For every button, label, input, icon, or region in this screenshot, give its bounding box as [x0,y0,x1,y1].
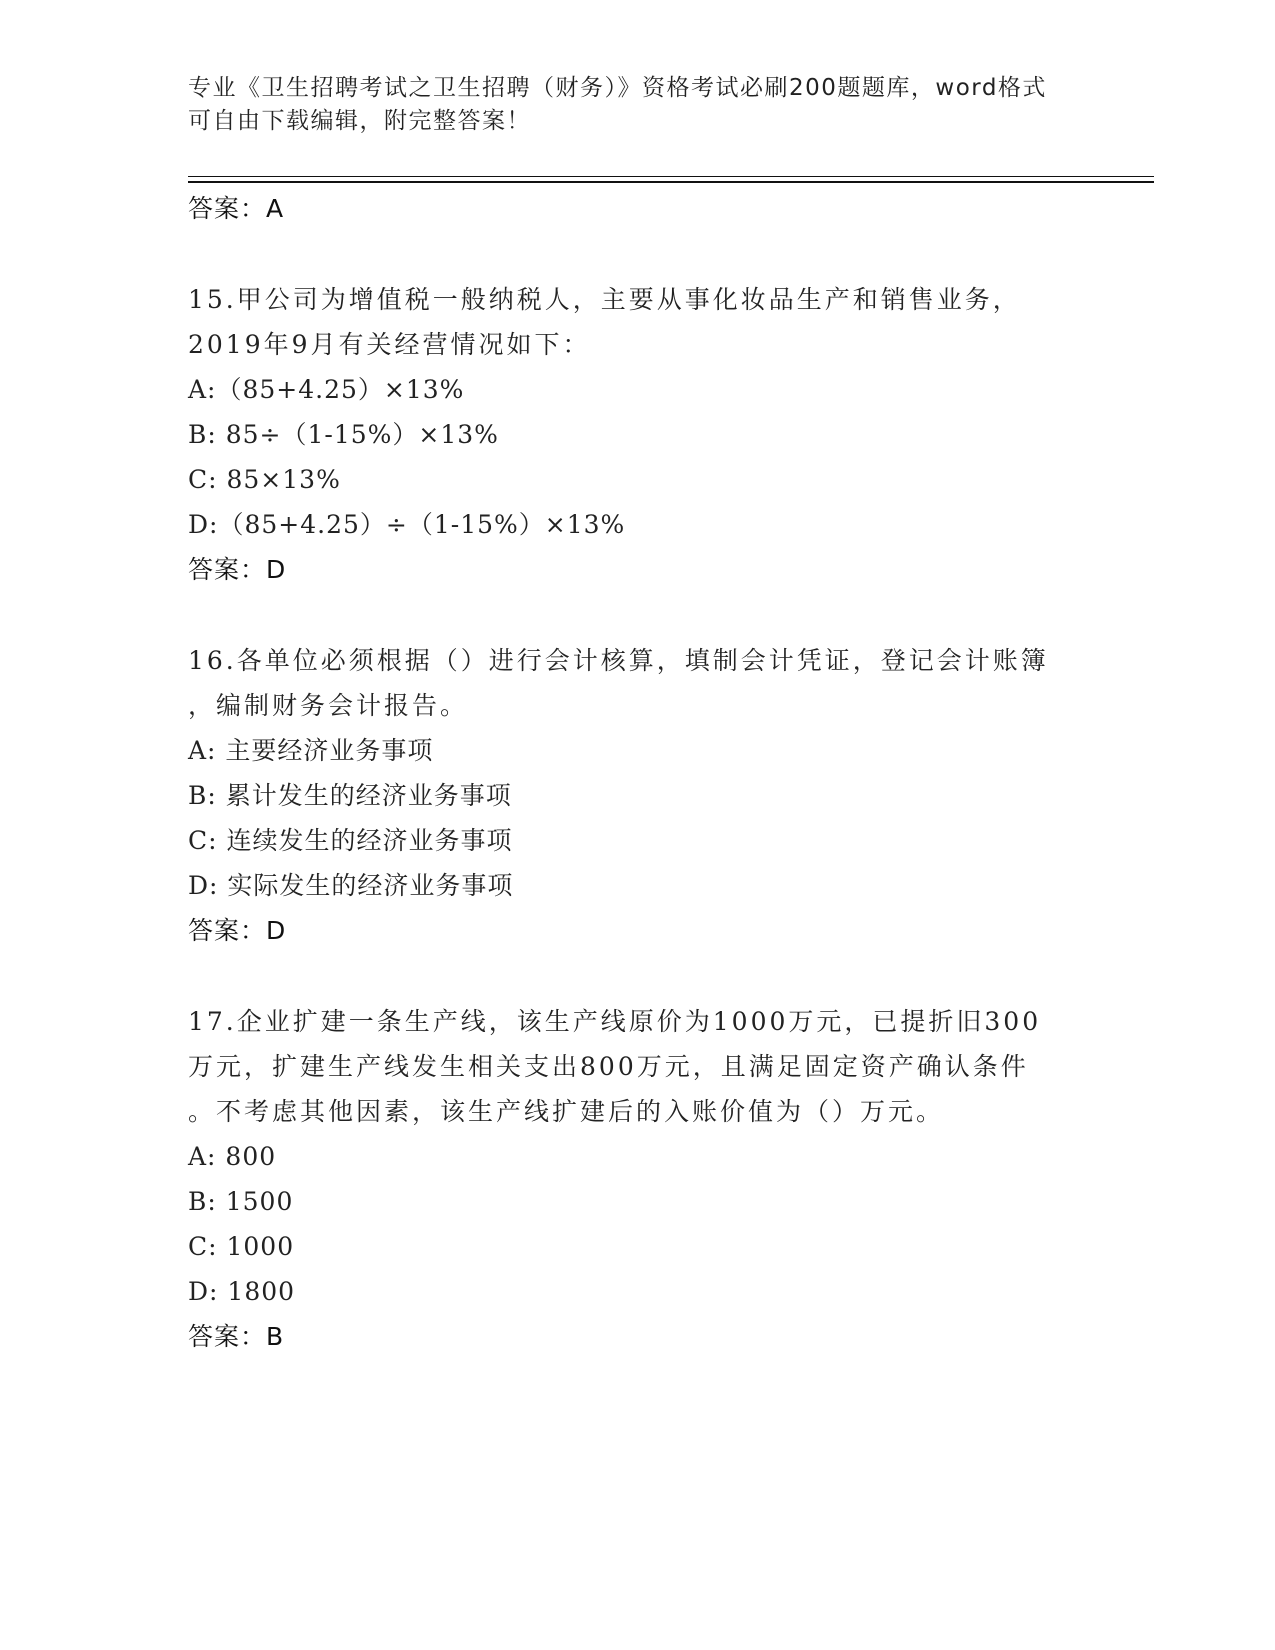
header-line-2: 可自由下载编辑，附完整答案！ [188,108,531,134]
question-text-line: 万元，扩建生产线发生相关支出800万元，且满足固定资产确认条件 [188,1052,1029,1081]
option-a: A: 800 [188,1142,277,1171]
question-text-line: 2019年9月有关经营情况如下： [188,330,591,359]
question-15 [188,277,1148,592]
question-text-line: 17.企业扩建一条生产线，该生产线原价为1000万元，已提折旧300 [188,1007,1042,1036]
document-body [188,186,1148,1359]
option-c: C: 85×13% [188,465,341,494]
question-17 [188,999,1148,1359]
option-b: B: 85÷（1-15%）×13% [188,420,499,449]
document-header [188,72,1088,138]
header-line-1: 专业《卫生招聘考试之卫生招聘（财务）》资格考试必刷200题题库，word格式 [188,75,1047,101]
option-a: A: 主要经济业务事项 [188,736,434,765]
option-c: C: 1000 [188,1232,295,1261]
answer-label: 答案：D [188,555,287,584]
answer-label: 答案：D [188,916,287,945]
answer-label: 答案：A [188,194,285,223]
question-text-line: 。不考虑其他因素，该生产线扩建后的入账价值为（）万元。 [188,1097,945,1126]
option-a: A:（85+4.25）×13% [188,375,465,404]
answer-label: 答案：B [188,1322,285,1351]
option-b: B: 累计发生的经济业务事项 [188,781,512,810]
question-text-line: 15.甲公司为增值税一般纳税人，主要从事化妆品生产和销售业务， [188,285,1021,314]
question-16 [188,638,1148,953]
header-divider-thin [188,176,1154,177]
header-divider-thick [188,181,1154,183]
option-d: D: 1800 [188,1277,296,1306]
question-text-line: ，编制财务会计报告。 [188,691,469,720]
option-b: B: 1500 [188,1187,294,1216]
option-d: D:（85+4.25）÷（1-15%）×13% [188,510,626,539]
question-text-line: 16.各单位必须根据（）进行会计核算，填制会计凭证，登记会计账簿 [188,646,1049,675]
option-c: C: 连续发生的经济业务事项 [188,826,513,855]
option-d: D: 实际发生的经济业务事项 [188,871,514,900]
